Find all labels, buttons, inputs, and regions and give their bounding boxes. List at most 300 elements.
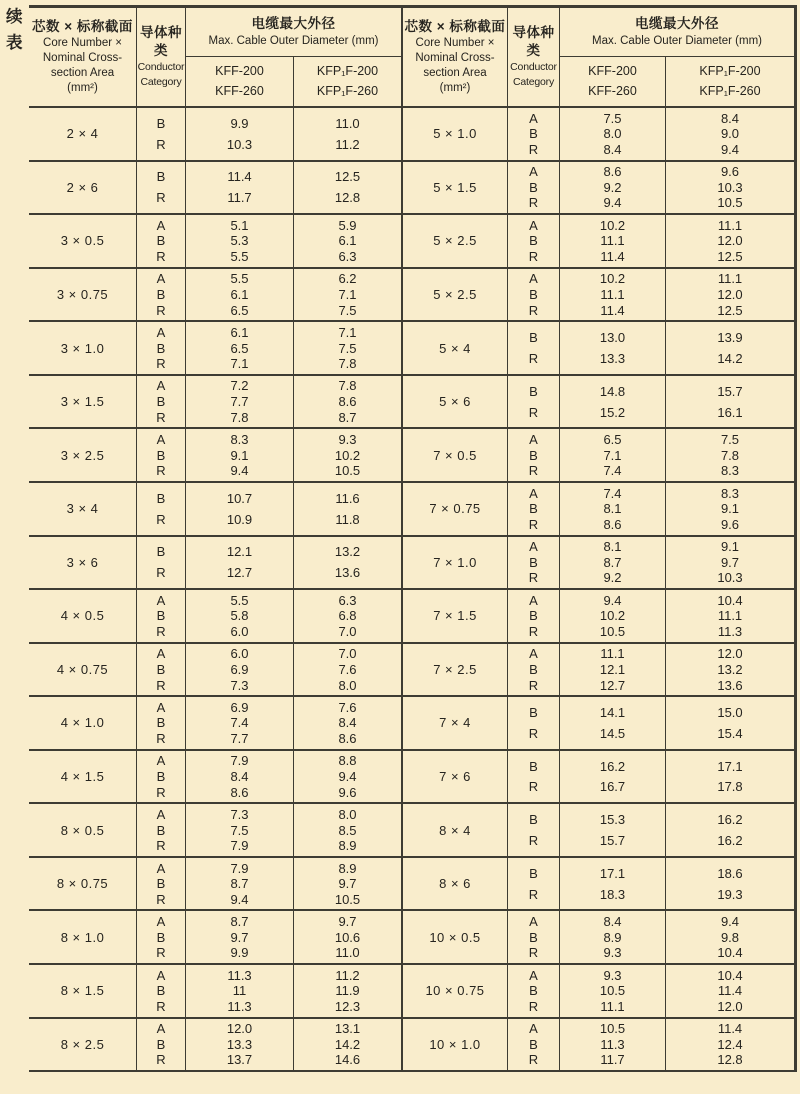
value-line: 15.0: [717, 705, 743, 721]
core-size-cell: 10 × 0.75: [425, 983, 485, 999]
conductor-category-cell: [136, 322, 185, 374]
value-line: 8.7: [603, 554, 622, 570]
kfpf-value-cell: [665, 911, 794, 963]
value-line: 10.4: [717, 945, 743, 961]
core-size-header: [403, 8, 507, 106]
spec-row-group: [29, 644, 401, 698]
value-line: 13.3: [226, 1036, 253, 1052]
value-line: 14.6: [334, 1052, 361, 1068]
conductor-category-cell: [136, 537, 185, 589]
value-line: 9.2: [603, 179, 622, 195]
value-line: B: [529, 983, 538, 999]
spec-row-group: [403, 751, 794, 805]
value-line: 7.9: [230, 860, 249, 876]
kfpf-value-cell: [293, 965, 401, 1017]
value-line: 12.0: [226, 1021, 253, 1037]
conductor-category-cell: [507, 376, 559, 428]
value-line: R: [156, 1052, 166, 1068]
value-line: R: [156, 838, 166, 854]
spec-row-group: [403, 537, 794, 591]
value-line: 6.5: [230, 340, 249, 356]
kfpf-value-cell: [293, 162, 401, 214]
value-line: 10.2: [599, 217, 626, 233]
kfpf-value-cell: [293, 858, 401, 910]
kfpf-value-cell: [293, 1019, 401, 1071]
value-line: B: [529, 330, 538, 346]
conductor-category-cell: [136, 215, 185, 267]
value-line: 15.3: [599, 812, 626, 828]
kff-column-header: [185, 57, 293, 106]
value-line: A: [529, 967, 538, 983]
value-line: 11.7: [600, 1052, 625, 1068]
value-line: 8.9: [338, 860, 357, 876]
value-line: 7.8: [230, 409, 249, 425]
value-line: 5.3: [230, 233, 249, 249]
value-line: 6.3: [338, 249, 357, 265]
value-line: 5.8: [230, 608, 249, 624]
value-line: 11.3: [717, 623, 743, 639]
kfpf-value-cell: [665, 1019, 794, 1071]
value-line: B: [529, 447, 538, 463]
table-body-left: [29, 108, 401, 1072]
spec-row-group: [403, 1019, 794, 1073]
max-diameter-header: [559, 8, 794, 57]
value-line: 9.4: [603, 195, 622, 211]
value-line: 9.6: [720, 164, 740, 180]
value-line: A: [529, 539, 538, 555]
value-line: B: [529, 608, 538, 624]
kff-value-cell: [559, 108, 665, 160]
value-line: 11.1: [717, 271, 743, 287]
spec-table-right: [401, 8, 797, 1072]
kfpf-value-cell: [293, 751, 401, 803]
value-line: 10.7: [226, 490, 253, 506]
value-line: 12.1: [226, 544, 253, 560]
value-line: 14.2: [717, 350, 743, 366]
value-line: 7.8: [338, 378, 357, 394]
kfpf-value-cell: [293, 483, 401, 535]
value-line: 6.3: [338, 592, 357, 608]
spec-row-group: [29, 376, 401, 430]
kfpf-value-cell: [293, 537, 401, 589]
kfpf-value-cell: [293, 911, 401, 963]
value-line: 12.5: [717, 302, 743, 318]
value-line: 9.7: [720, 554, 740, 570]
value-line: 11.3: [227, 998, 252, 1014]
conductor-category-zh1: 导体种: [140, 24, 182, 40]
spec-row-group: [403, 965, 794, 1019]
value-line: R: [528, 677, 539, 693]
kff-value-cell: [559, 269, 665, 321]
value-line: A: [156, 592, 166, 608]
value-line: 8.3: [230, 432, 249, 448]
kfpf-value-cell: [665, 804, 794, 856]
core-size-cell: 7 × 4: [439, 715, 471, 731]
kff-value-cell: [185, 644, 293, 696]
kff-value-cell: [559, 751, 665, 803]
value-line: 11.4: [600, 249, 625, 265]
kfpf-value-cell: [293, 215, 401, 267]
kfpf-value-cell: [665, 376, 794, 428]
value-line: 8.4: [603, 141, 622, 157]
value-line: 7.9: [230, 753, 249, 769]
conductor-category-cell: [136, 108, 185, 160]
value-line: R: [528, 195, 539, 211]
kfpf-value-cell: [665, 537, 794, 589]
value-line: 7.0: [338, 646, 357, 662]
value-line: 13.6: [717, 677, 743, 693]
table-body-right: [403, 108, 794, 1072]
value-line: B: [529, 661, 538, 677]
value-line: 16.2: [717, 812, 743, 828]
table-header: [29, 8, 401, 108]
core-size-header-en3: section Area: [50, 67, 115, 80]
value-line: 9.4: [603, 592, 622, 608]
value-line: 7.5: [338, 302, 357, 318]
value-line: 11.1: [717, 217, 743, 233]
value-line: 8.7: [338, 409, 357, 425]
spec-row-group: [403, 162, 794, 216]
kfpf-value-cell: [665, 590, 794, 642]
kff-value-cell: [559, 644, 665, 696]
value-line: 9.2: [603, 570, 622, 586]
kfpf-value-cell: [293, 590, 401, 642]
kfpf-value-cell: [665, 162, 794, 214]
value-line: R: [528, 141, 539, 157]
value-line: B: [156, 394, 166, 410]
value-line: 17.8: [717, 779, 743, 795]
kfpf-value-cell: [665, 697, 794, 749]
core-size-cell: 2 × 4: [66, 126, 99, 142]
spec-row-group: [403, 697, 794, 751]
kff-value-cell: [559, 804, 665, 856]
spec-row-group: [29, 965, 401, 1019]
value-line: B: [156, 929, 166, 945]
value-line: 6.1: [338, 233, 357, 249]
value-line: 13.2: [717, 661, 743, 677]
value-line: B: [156, 115, 166, 131]
spec-row-group: [29, 108, 401, 162]
value-line: 10.3: [226, 136, 253, 152]
spec-row-group: [403, 108, 794, 162]
value-line: B: [156, 169, 166, 185]
value-line: 16.7: [599, 779, 626, 795]
core-size-header-zh: 芯数 × 标称截面: [32, 19, 133, 35]
value-line: 7.5: [230, 822, 249, 838]
kff-260-label: KFF-260: [588, 83, 637, 98]
value-line: R: [528, 725, 539, 741]
value-line: R: [528, 302, 539, 318]
value-line: 15.7: [599, 833, 626, 848]
core-size-cell: 10 × 0.5: [429, 929, 481, 945]
core-size-cell: 4 × 0.75: [56, 661, 109, 677]
kfpf-value-cell: [293, 644, 401, 696]
spec-row-group: [29, 162, 401, 216]
value-line: 10.5: [334, 891, 361, 907]
value-line: A: [529, 217, 538, 233]
value-line: 8.4: [230, 769, 249, 785]
value-line: 11.1: [717, 608, 743, 624]
continued-char-1: 续: [6, 8, 23, 26]
core-size-cell: 3 × 0.75: [56, 286, 109, 302]
value-line: R: [156, 190, 166, 206]
value-line: 12.1: [599, 661, 626, 677]
core-size-cell: 7 × 1.0: [433, 554, 477, 570]
core-size-cell: 8 × 0.75: [56, 876, 109, 892]
core-size-cell: 3 × 6: [66, 554, 99, 570]
value-line: 14.5: [599, 725, 626, 741]
conductor-category-header: [136, 8, 185, 106]
kff-value-cell: [185, 322, 293, 374]
value-line: B: [156, 490, 166, 506]
spec-row-group: [403, 911, 794, 965]
value-line: B: [156, 447, 166, 463]
spec-row-group: [403, 429, 794, 483]
kff-value-cell: [559, 376, 665, 428]
value-line: 12.4: [717, 1036, 743, 1052]
value-line: 7.8: [720, 447, 740, 463]
value-line: A: [156, 432, 166, 448]
value-line: 10.2: [599, 608, 626, 624]
spec-row-group: [403, 858, 794, 912]
conductor-category-cell: [507, 911, 559, 963]
value-line: R: [156, 731, 166, 747]
value-line: 7.2: [230, 378, 249, 394]
value-line: 9.7: [338, 876, 357, 892]
value-line: B: [529, 179, 538, 195]
value-line: 11.8: [335, 511, 360, 527]
core-size-cell: 5 × 6: [439, 394, 471, 410]
value-line: A: [156, 914, 166, 930]
spec-row-group: [29, 804, 401, 858]
kff-value-cell: [185, 215, 293, 267]
max-diameter-zh: 电缆最大外径: [251, 16, 336, 32]
kff-value-cell: [185, 376, 293, 428]
core-size-cell: 7 × 2.5: [433, 661, 477, 677]
core-size-header-en2: Nominal Cross-: [415, 52, 495, 65]
value-line: 13.1: [334, 1021, 361, 1037]
value-line: B: [529, 233, 538, 249]
kff-200-label: KFF-200: [215, 64, 264, 79]
conductor-category-header: [507, 8, 559, 106]
value-line: 14.2: [334, 1036, 361, 1052]
value-line: B: [156, 715, 166, 731]
kff-value-cell: [559, 697, 665, 749]
value-line: 12.0: [717, 998, 743, 1014]
kfpf-value-cell: [665, 429, 794, 481]
value-line: 7.1: [230, 356, 249, 372]
value-line: 8.3: [720, 463, 740, 479]
value-line: 7.3: [230, 677, 249, 693]
conductor-category-cell: [136, 162, 185, 214]
value-line: R: [156, 463, 166, 479]
value-line: A: [156, 806, 166, 822]
kfpf-260-label: KFP₁F-260: [316, 83, 379, 98]
value-line: R: [528, 833, 539, 848]
kff-value-cell: [559, 537, 665, 589]
value-line: B: [529, 554, 538, 570]
value-line: 12.3: [334, 998, 361, 1014]
value-line: 11.2: [335, 136, 360, 152]
value-line: 8.0: [338, 806, 357, 822]
kff-column-header: [559, 57, 665, 106]
core-size-cell: 7 × 6: [439, 769, 471, 785]
core-size-cell: 7 × 0.5: [433, 447, 477, 463]
kfpf-value-cell: [293, 108, 401, 160]
value-line: R: [528, 886, 539, 902]
spec-row-group: [29, 697, 401, 751]
value-line: R: [156, 356, 166, 372]
core-size-cell: 4 × 0.5: [60, 608, 105, 624]
spec-row-group: [29, 215, 401, 269]
value-line: R: [528, 1052, 539, 1068]
value-line: 6.9: [230, 699, 249, 715]
value-line: R: [528, 350, 539, 366]
kff-value-cell: [559, 483, 665, 535]
kff-value-cell: [185, 965, 293, 1017]
value-line: 6.5: [230, 302, 249, 318]
value-line: R: [528, 570, 539, 586]
value-line: 7.1: [338, 286, 357, 302]
value-line: 10.2: [334, 447, 361, 463]
value-line: 8.9: [603, 929, 622, 945]
core-size-header-zh: 芯数 × 标称截面: [404, 19, 506, 35]
value-line: 9.4: [720, 914, 740, 930]
value-line: B: [529, 929, 538, 945]
conductor-category-cell: [507, 751, 559, 803]
core-size-header: [29, 8, 136, 106]
spec-row-group: [403, 804, 794, 858]
value-line: 10.5: [599, 623, 626, 639]
value-line: 8.5: [338, 822, 357, 838]
value-line: 8.6: [603, 516, 622, 532]
conductor-category-cell: [507, 697, 559, 749]
value-line: A: [529, 271, 538, 287]
value-line: A: [529, 646, 538, 662]
kfpf-value-cell: [665, 751, 794, 803]
value-line: 7.4: [603, 463, 622, 479]
value-line: 7.3: [230, 806, 249, 822]
spec-row-group: [403, 322, 794, 376]
value-line: 14.1: [599, 705, 626, 721]
core-size-header-en1: Core Number ×: [43, 37, 122, 50]
value-line: 8.6: [338, 731, 357, 747]
conductor-category-cell: [507, 590, 559, 642]
kff-value-cell: [185, 697, 293, 749]
value-line: 9.4: [338, 769, 357, 785]
value-line: 12.7: [599, 677, 626, 693]
core-size-header-en3: section Area: [423, 67, 487, 80]
core-size-cell: 7 × 1.5: [433, 608, 477, 624]
value-line: 10.2: [599, 271, 626, 287]
value-line: A: [156, 699, 166, 715]
max-diameter-en: Max. Cable Outer Diameter (mm): [592, 34, 762, 47]
value-line: 6.1: [230, 286, 249, 302]
value-line: 7.4: [603, 485, 622, 501]
core-size-cell: 3 × 0.5: [60, 233, 105, 249]
spec-row-group: [29, 911, 401, 965]
value-line: 17.1: [717, 758, 743, 774]
value-line: 16.2: [599, 758, 626, 774]
value-line: 10.5: [599, 1021, 626, 1037]
value-line: R: [156, 511, 166, 527]
value-line: 12.8: [334, 190, 361, 206]
conductor-category-cell: [507, 108, 559, 160]
value-line: 7.6: [338, 661, 357, 677]
value-line: 12.5: [334, 169, 361, 185]
conductor-category-cell: [136, 1019, 185, 1071]
value-line: 7.7: [230, 731, 249, 747]
value-line: 10.9: [226, 511, 253, 527]
value-line: 16.1: [717, 404, 743, 420]
value-line: 9.4: [230, 463, 249, 479]
value-line: A: [156, 1021, 166, 1037]
value-line: 16.2: [717, 833, 743, 848]
value-line: 11.4: [600, 302, 625, 318]
kfpf-200-label: KFP₁F-200: [316, 64, 379, 79]
value-line: B: [529, 865, 538, 881]
value-line: B: [156, 1036, 166, 1052]
value-line: 6.1: [230, 324, 249, 340]
value-line: A: [529, 914, 538, 930]
value-line: B: [156, 822, 166, 838]
value-line: 11.7: [227, 190, 252, 206]
core-size-cell: 4 × 1.0: [60, 715, 105, 731]
core-size-cell: 3 × 4: [66, 501, 99, 517]
value-line: R: [528, 249, 539, 265]
value-line: 13.7: [226, 1052, 253, 1068]
value-line: 8.6: [603, 164, 622, 180]
spec-row-group: [29, 751, 401, 805]
value-line: B: [529, 705, 538, 721]
value-line: 9.1: [230, 447, 249, 463]
kff-value-cell: [185, 537, 293, 589]
value-line: 5.5: [230, 592, 249, 608]
value-line: 5.5: [230, 249, 249, 265]
value-line: A: [156, 378, 166, 394]
value-line: R: [528, 945, 539, 961]
value-line: A: [529, 1021, 538, 1037]
value-line: R: [156, 677, 166, 693]
kff-value-cell: [185, 429, 293, 481]
value-line: A: [529, 164, 538, 180]
conductor-category-cell: [507, 537, 559, 589]
value-line: R: [156, 565, 166, 581]
value-line: B: [529, 1036, 538, 1052]
kff-value-cell: [559, 429, 665, 481]
core-size-cell: 5 × 1.5: [433, 179, 477, 195]
value-line: B: [156, 769, 166, 785]
value-line: 12.8: [717, 1052, 743, 1068]
kfpf-value-cell: [665, 322, 794, 374]
value-line: 11.4: [227, 169, 252, 185]
value-line: 11.1: [600, 998, 625, 1014]
conductor-category-cell: [136, 590, 185, 642]
value-line: 10.4: [717, 592, 743, 608]
value-line: 6.9: [230, 661, 249, 677]
value-line: R: [156, 784, 166, 800]
spec-row-group: [29, 483, 401, 537]
core-size-cell: 10 × 1.0: [429, 1036, 481, 1052]
conductor-category-cell: [136, 429, 185, 481]
value-line: R: [528, 998, 539, 1014]
core-size-cell: 3 × 2.5: [60, 447, 105, 463]
core-size-cell: 5 × 2.5: [433, 286, 477, 302]
conductor-category-cell: [136, 269, 185, 321]
core-size-cell: 5 × 2.5: [433, 233, 477, 249]
value-line: A: [529, 432, 538, 448]
spec-row-group: [29, 269, 401, 323]
